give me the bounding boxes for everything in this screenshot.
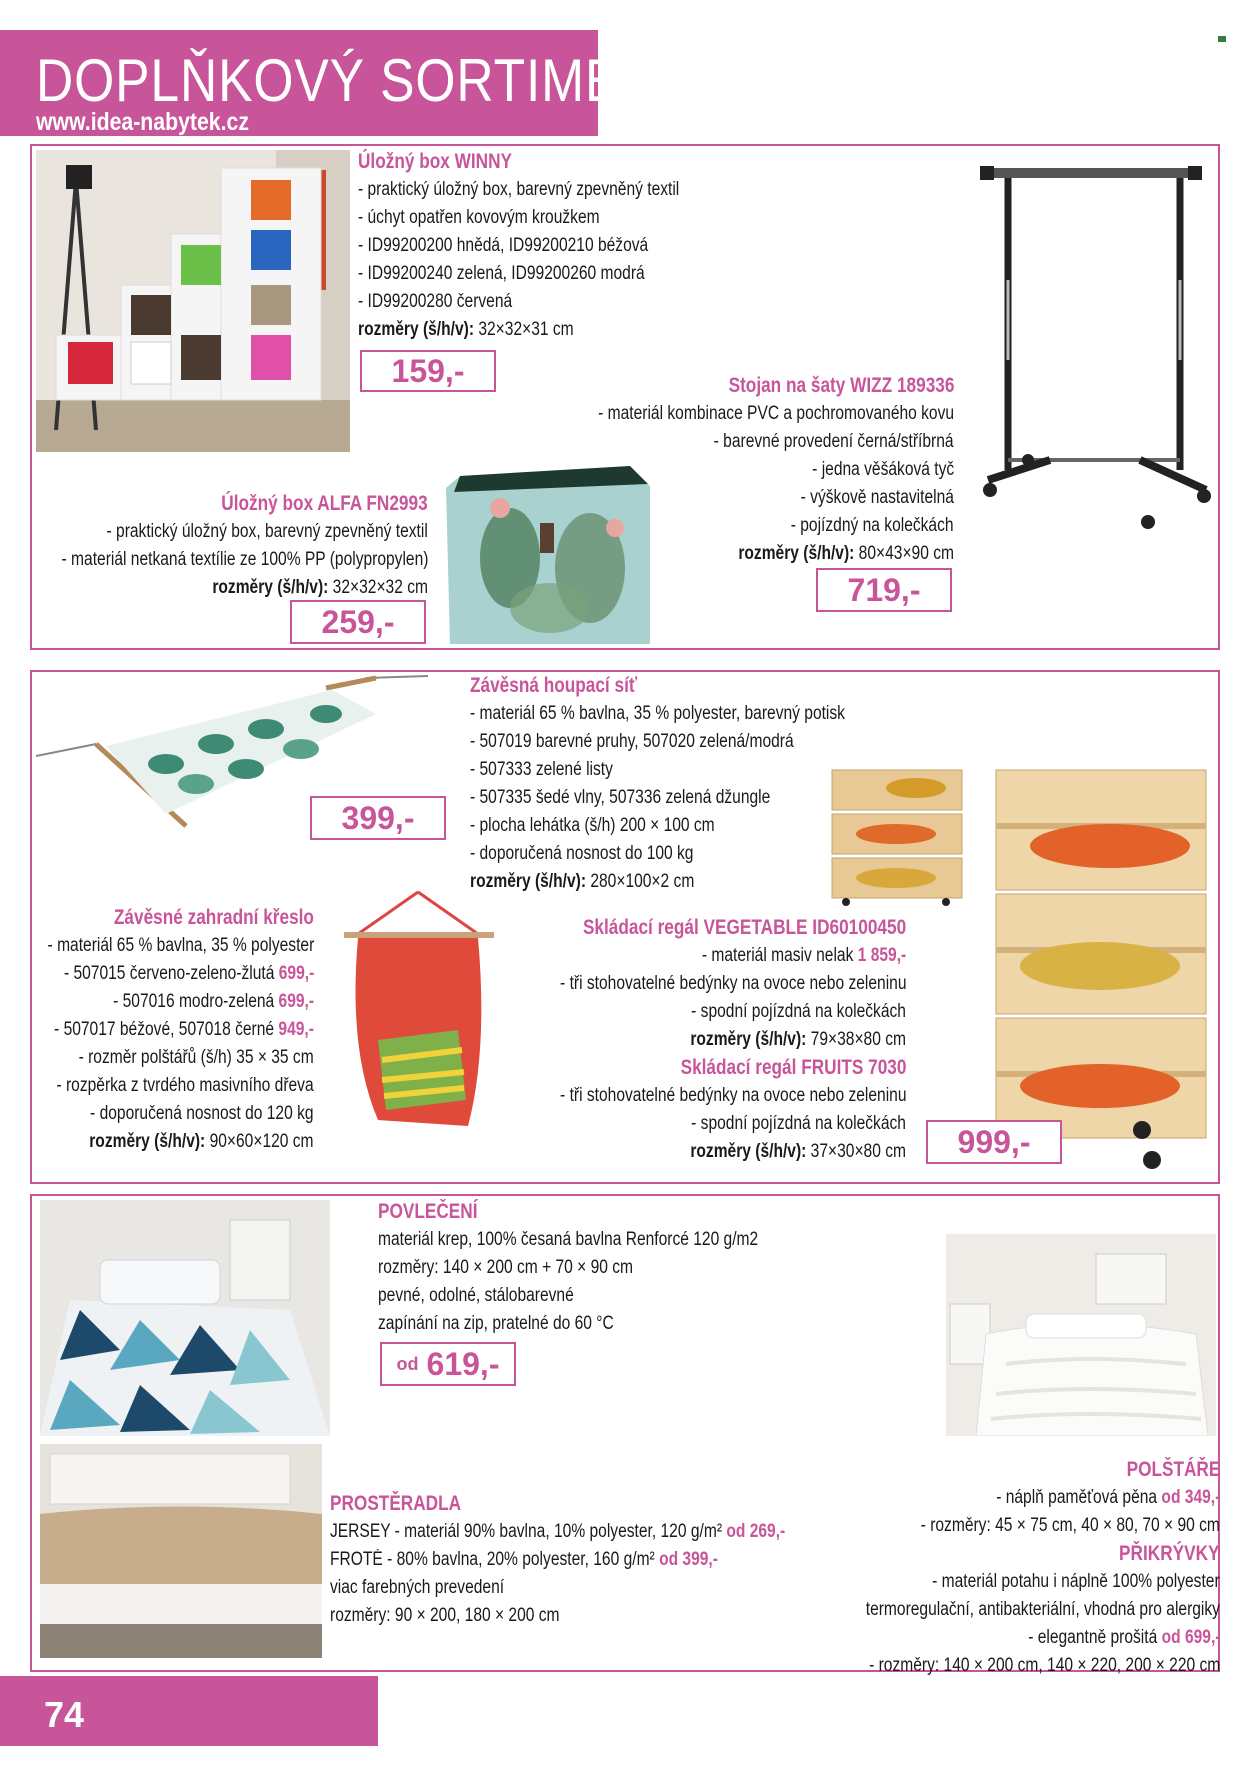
chair-line-5: - rozměr polštářů (š/h) 35 × 35 cm	[78, 1047, 314, 1068]
wizz-line-4: - výškově nastavitelná	[800, 487, 954, 508]
wizz-title: Stojan na šaty WIZZ 189336	[728, 374, 954, 397]
hammock-line-6: - doporučená nosnost do 100 kg	[470, 843, 694, 864]
winny-line-4: - ID99200240 zelená, ID99200260 modrá	[358, 263, 645, 284]
vegetable-line-2: - tři stohovatelné bedýnky na ovoce nebo zeleninu	[559, 973, 906, 994]
page-title: DOPLŇKOVÝ SORTIMENT	[36, 47, 691, 114]
wizz-line-5: - pojízdný na kolečkách	[791, 515, 954, 536]
website-link[interactable]: www.idea-nabytek.cz	[36, 108, 249, 136]
hammock-line-5: - plocha lehátka (š/h) 200 × 100 cm	[470, 815, 715, 836]
chair-line-7: - doporučená nosnost do 120 kg	[90, 1103, 314, 1124]
bedding-title: POVLEČENÍ	[378, 1200, 478, 1223]
vegetable-small-photo	[826, 766, 968, 906]
duvets-title: PŘIKRÝVKY	[1119, 1542, 1220, 1565]
wizz-photo	[980, 160, 1212, 532]
sheets-line-3: viac farebných prevedení	[330, 1577, 505, 1598]
winny-line-2: - úchyt opatřen kovovým kroužkem	[358, 207, 600, 228]
chair-line-4: - 507017 béžové, 507018 černé 949,-	[54, 1019, 314, 1040]
wizz-line-1: - materiál kombinace PVC a pochromovaného kovu	[598, 403, 954, 424]
bedding-photo	[40, 1200, 330, 1436]
vegetable-line-1: - materiál masiv nelak 1 859,-	[701, 945, 906, 966]
hammock-dimensions: rozměry (š/h/v): 280×100×2 cm	[470, 871, 695, 892]
fruits-line-2: - spodní pojízdná na kolečkách	[691, 1113, 906, 1134]
winny-line-1: - praktický úložný box, barevný zpevněný textil	[358, 179, 680, 200]
chair-line-1: - materiál 65 % bavlna, 35 % polyester	[47, 935, 314, 956]
alfa-line-2: - materiál netkaná textílie ze 100% PP (polypropylen)	[61, 549, 428, 570]
sheets-line-4: rozměry: 90 × 200, 180 × 200 cm	[330, 1605, 560, 1626]
wizz-line-3: - jedna věšáková tyč	[811, 459, 954, 480]
chair-dimensions: rozměry (š/h/v): 90×60×120 cm	[89, 1131, 314, 1152]
pillows-line-1: - náplň paměťová pěna od 349,-	[995, 1487, 1220, 1508]
winny-line-3: - ID99200200 hnědá, ID99200210 béžová	[358, 235, 649, 256]
fruits-photo	[990, 766, 1212, 1170]
fruits-line-1: - tři stohovatelné bedýnky na ovoce nebo zeleninu	[559, 1085, 906, 1106]
chair-line-6: - rozpěrka z tvrdého masivního dřeva	[56, 1075, 314, 1096]
winny-title: Úložný box WINNY	[358, 150, 513, 173]
hammock-line-2: - 507019 barevné pruhy, 507020 zelená/modrá	[470, 731, 794, 752]
wizz-line-2: - barevné provedení černá/stříbrná	[714, 431, 954, 452]
duvets-line-3: - elegantně prošitá od 699,-	[1027, 1627, 1220, 1648]
vegetable-line-3: - spodní pojízdná na kolečkách	[691, 1001, 906, 1022]
alfa-title: Úložný box ALFA FN2993	[221, 492, 428, 515]
chair-photo	[338, 890, 498, 1134]
winny-line-5: - ID99200280 červená	[358, 291, 513, 312]
bedding-line-3: pevné, odolné, stálobarevné	[378, 1285, 574, 1306]
hammock-title: Závěsná houpací síť	[470, 674, 638, 697]
winny-price: 159,-	[360, 350, 496, 392]
alfa-dimensions: rozměry (š/h/v): 32×32×32 cm	[212, 577, 428, 598]
wizz-price: 719,-	[816, 568, 952, 612]
chair-title: Závěsné zahradní křeslo	[113, 906, 314, 929]
vegetable-dimensions: rozměry (š/h/v): 79×38×80 cm	[690, 1029, 906, 1050]
alfa-photo	[440, 448, 654, 644]
winny-dimensions: rozměry (š/h/v): 32×32×31 cm	[358, 319, 574, 340]
alfa-line-1: - praktický úložný box, barevný zpevněný textil	[106, 521, 428, 542]
duvets-line-1: - materiál potahu i náplně 100% polyester	[932, 1571, 1220, 1592]
winny-photo	[36, 150, 350, 452]
sheets-title: PROSTĚRADLA	[330, 1492, 462, 1515]
bedding-line-4: zapínání na zip, pratelné do 60 °C	[378, 1313, 614, 1334]
corner-mark	[1218, 36, 1226, 42]
hammock-line-1: - materiál 65 % bavlna, 35 % polyester, barevný potisk	[470, 703, 845, 724]
fruits-dimensions: rozměry (š/h/v): 37×30×80 cm	[690, 1141, 906, 1162]
bedding-price: od 619,-	[380, 1342, 516, 1386]
hammock-line-3: - 507333 zelené listy	[470, 759, 613, 780]
bedding-line-2: rozměry: 140 × 200 cm + 70 × 90 cm	[378, 1257, 634, 1278]
alfa-price: 259,-	[290, 600, 426, 644]
hammock-line-4: - 507335 šedé vlny, 507336 zelená džungle	[470, 787, 771, 808]
hammock-price: 399,-	[310, 796, 446, 840]
chair-line-2: - 507015 červeno-zeleno-žlutá 699,-	[63, 963, 314, 984]
page-number: 74	[44, 1694, 85, 1735]
duvets-line-2: termoregulační, antibakteriální, vhodná pro alergiky	[865, 1599, 1220, 1620]
wizz-dimensions: rozměry (š/h/v): 80×43×90 cm	[738, 543, 954, 564]
sheets-photo	[40, 1444, 322, 1658]
fruits-title: Skládací regál FRUITS 7030	[680, 1056, 906, 1079]
duvets-line-4: - rozměry: 140 × 200 cm, 140 × 220, 200 × 220 cm	[868, 1655, 1220, 1676]
sheets-line-1: JERSEY - materiál 90% bavlna, 10% polyester, 120 g/m² od 269,-	[330, 1521, 786, 1542]
duvet-photo	[946, 1234, 1216, 1436]
sheets-line-2: FROTÉ - 80% bavlna, 20% polyester, 160 g/m² od 399,-	[330, 1549, 718, 1570]
fruits-price: 999,-	[926, 1120, 1062, 1164]
chair-line-3: - 507016 modro-zelená 699,-	[113, 991, 314, 1012]
pillows-title: POLŠTÁŘE	[1126, 1458, 1220, 1481]
pillows-line-2: - rozměry: 45 × 75 cm, 40 × 80, 70 × 90 cm	[920, 1515, 1220, 1536]
vegetable-title: Skládací regál VEGETABLE ID60100450	[582, 916, 906, 939]
bedding-line-1: materiál krep, 100% česaná bavlna Renforcé 120 g/m2	[378, 1229, 759, 1250]
